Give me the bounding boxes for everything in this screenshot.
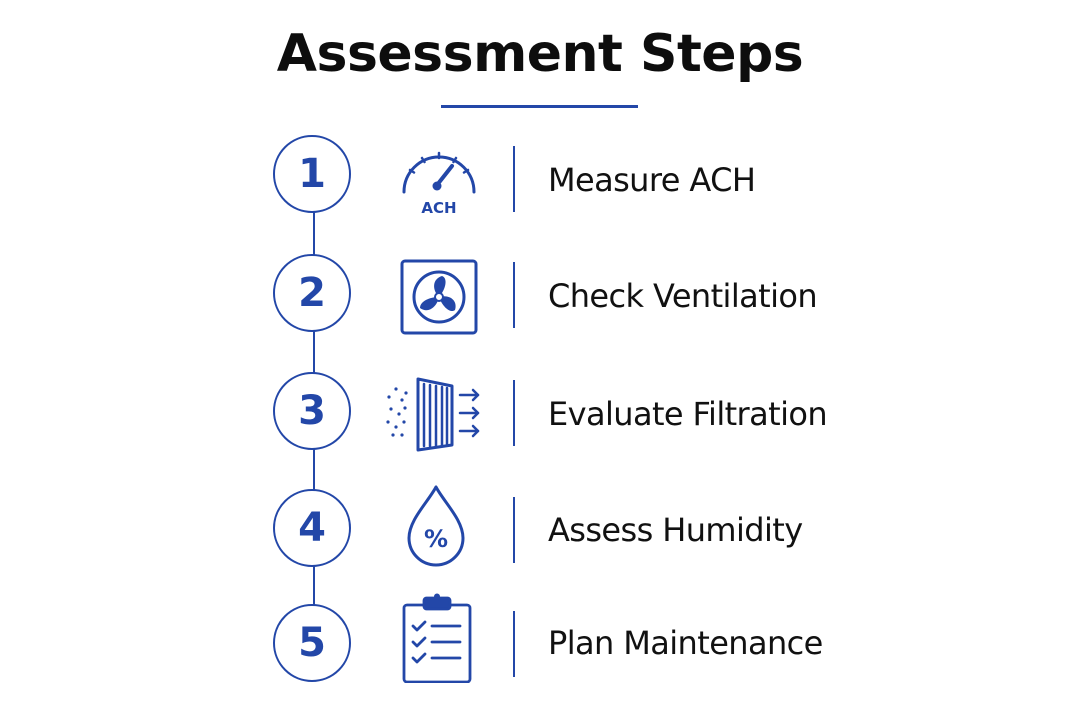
step-divider: [513, 497, 515, 563]
humidity-percent-symbol: %: [423, 525, 449, 553]
step-label: Assess Humidity: [548, 511, 803, 549]
step-label: Check Ventilation: [548, 277, 818, 315]
step-divider: [513, 380, 515, 446]
step-divider: [513, 146, 515, 212]
step-number-circle: 5: [273, 604, 351, 682]
humidity-drop-icon: [380, 482, 490, 572]
step-divider: [513, 611, 515, 677]
step-number-circle: 3: [273, 372, 351, 450]
gauge-icon: [380, 130, 490, 220]
gauge-icon-label: ACH: [421, 199, 457, 217]
step-divider: [513, 262, 515, 328]
filter-icon: [380, 367, 490, 457]
step-label: Plan Maintenance: [548, 624, 823, 662]
step-label: Evaluate Filtration: [548, 395, 828, 433]
clipboard-checklist-icon: [380, 593, 490, 683]
fan-icon: [380, 252, 490, 342]
step-number-circle: 4: [273, 489, 351, 567]
step-number-circle: 1: [273, 135, 351, 213]
title-underline: [441, 105, 638, 108]
page-title: Assessment Steps: [276, 24, 804, 84]
step-number-circle: 2: [273, 254, 351, 332]
step-label: Measure ACH: [548, 161, 756, 199]
